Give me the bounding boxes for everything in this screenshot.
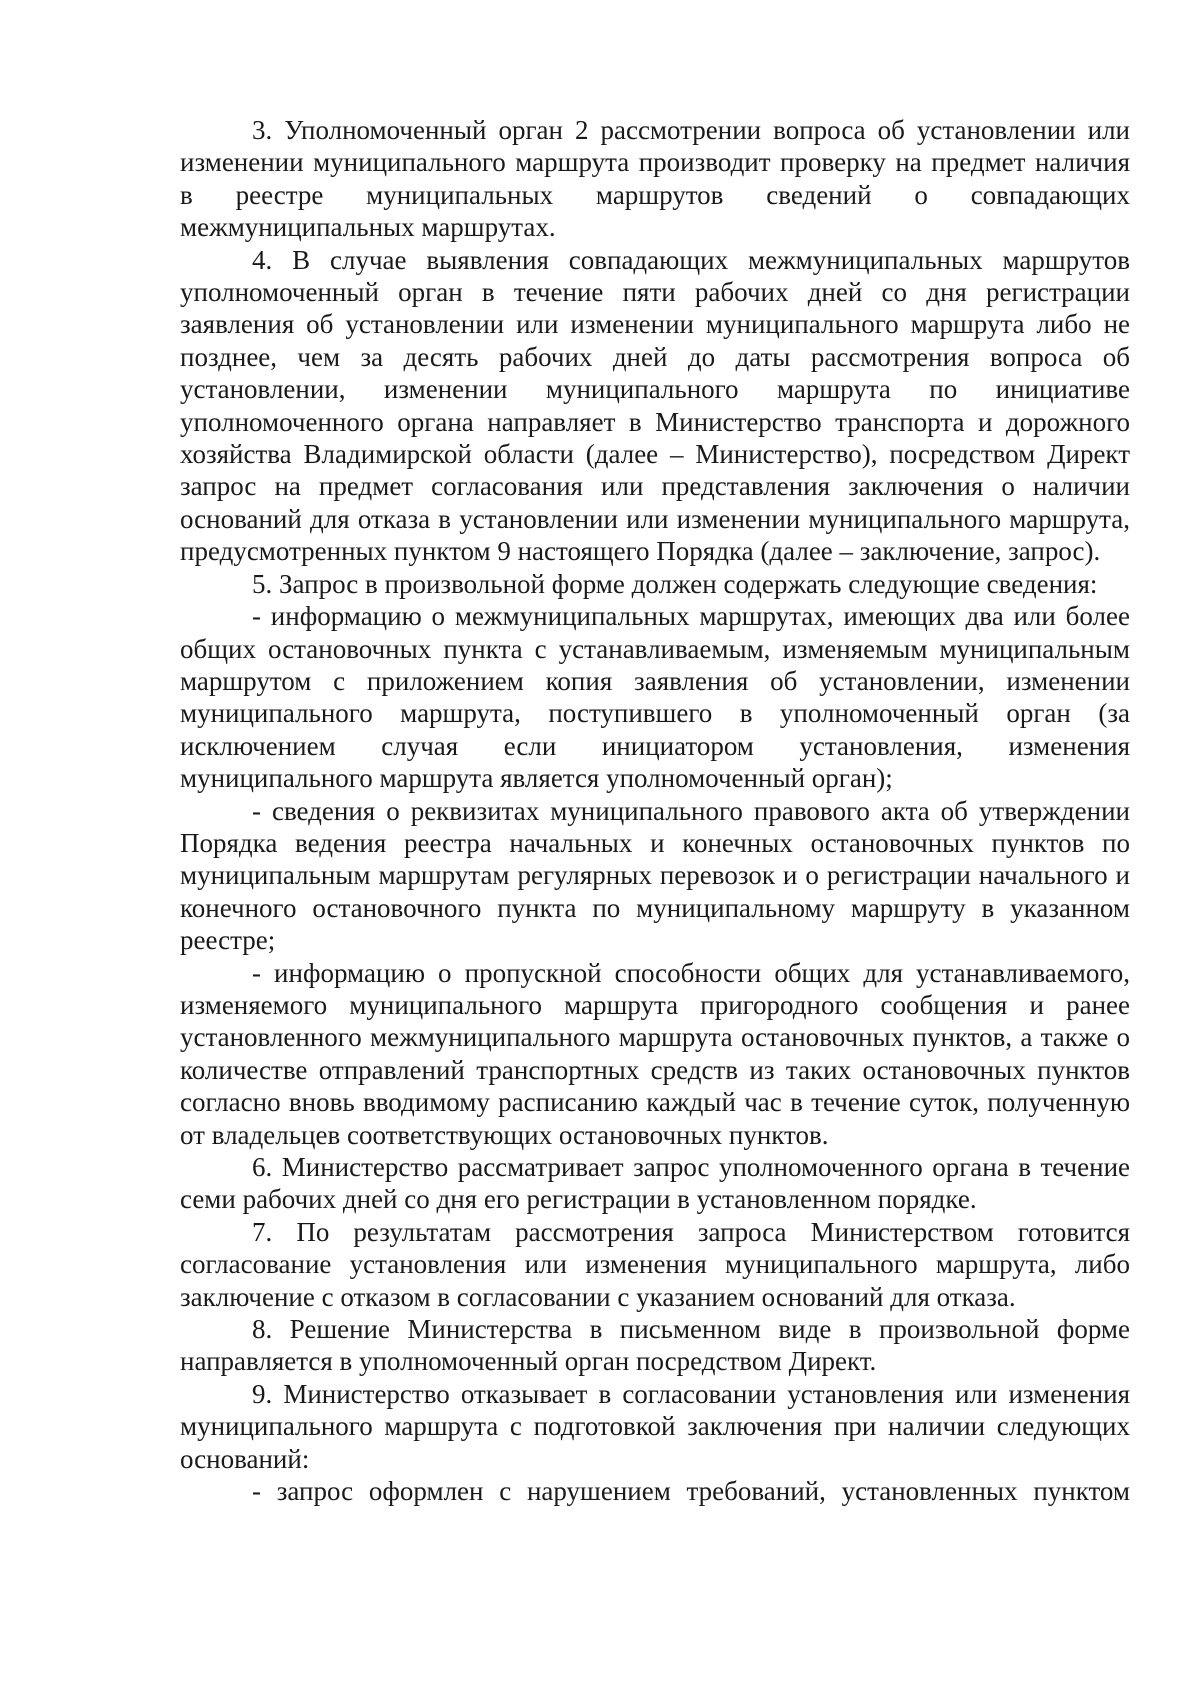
paragraph-5: 5. Запрос в произвольной форме должен содержать следующие сведения:: [252, 568, 1098, 599]
paragraph-5-item-1: - информацию о межмуниципальных маршрутах, имеющих два или более общих остановочных пункта с устанавливаемым, изменяемым муниципальным маршрутом с приложением копия заявления об установлении, изменении муниципального маршрута, поступившего в уполномоченный орган (за исключением случая если инициатором установления, изменения муниципального маршрута является уполномоченный орган);: [180, 601, 1130, 794]
paragraph-8: 8. Решение Министерства в письменном виде в произвольной форме направляется в уполномоченный орган посредством Директ.: [180, 1314, 1130, 1377]
paragraph-4: 4. В случае выявления совпадающих межмуниципальных маршрутов уполномоченный орган в течение пяти рабочих дней со дня регистрации заявления об установлении или изменении муниципального маршрута либо не позднее, чем за десять рабочих дней до даты рассмотрения вопроса об установлении, изменении муниципального маршрута по инициативе уполномоченного органа направляет в Министерство транспорта и дорожного хозяйства Владимирской области (далее – Министерство), посредством Директ запрос на предмет согласования или представления заключения о наличии оснований для отказа в установлении или изменении муниципального маршрута, предусмотренных пунктом 9 настоящего Порядка (далее – заключение, запрос).: [180, 244, 1130, 567]
paragraph-6: 6. Министерство рассматривает запрос уполномоченного органа в течение семи рабочих дней со дня его регистрации в установленном порядке.: [180, 1152, 1130, 1215]
paragraph-9-item-1: - запрос оформлен с нарушением требований, установленных пунктом: [252, 1476, 1130, 1507]
paragraph-5-item-2: - сведения о реквизитах муниципального правового акта об утверждении Порядка ведения реестра начальных и конечных остановочных пунктов по муниципальным маршрутам регулярных перевозок и о регистрации начального и конечного остановочного пункта по муниципальному маршруту в указанном реестре;: [180, 795, 1130, 956]
paragraph-3: 3. Уполномоченный орган 2 рассмотрении вопроса об установлении или изменении муниципального маршрута производит проверку на предмет наличия в реестре муниципальных маршрутов сведений о совпадающих межмуниципальных маршрутах.: [180, 115, 1130, 243]
document-body: [180, 114, 1130, 1507]
paragraph-5-item-3: - информацию о пропускной способности общих для устанавливаемого, изменяемого муниципального маршрута пригородного сообщения и ранее установленного межмуниципального маршрута остановочных пунктов, а также о количестве отправлений транспортных средств из таких остановочных пунктов согласно вновь вводимому расписанию каждый час в течение суток, полученную от владельцев соответствующих остановочных пунктов.: [180, 957, 1130, 1150]
paragraph-7: 7. По результатам рассмотрения запроса Министерством готовится согласование установления или изменения муниципального маршрута, либо заключение с отказом в согласовании с указанием оснований для отказа.: [180, 1216, 1130, 1312]
paragraph-9: 9. Министерство отказывает в согласовании установления или изменения муниципального маршрута с подготовкой заключения при наличии следующих оснований:: [180, 1378, 1130, 1474]
